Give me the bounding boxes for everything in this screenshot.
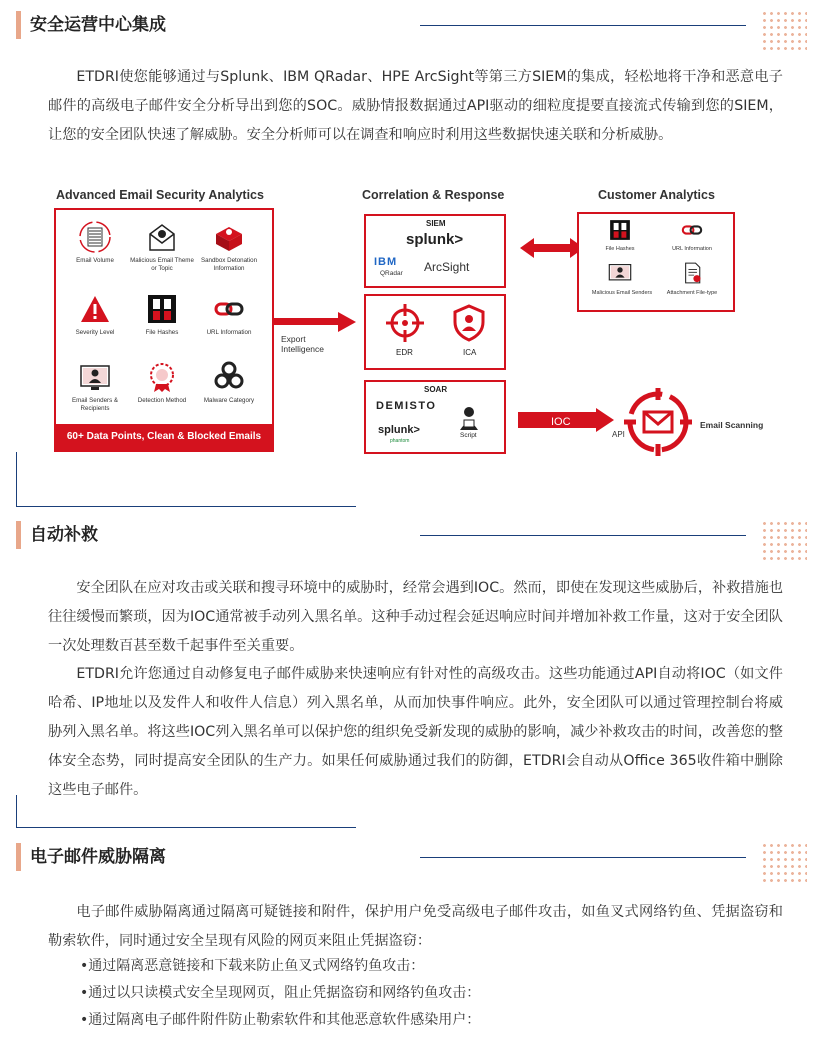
email-scanning-target-icon xyxy=(622,388,698,456)
qradar-label: QRadar xyxy=(380,270,403,277)
script-label: Script xyxy=(460,432,477,439)
siem-box xyxy=(364,214,506,288)
section-divider xyxy=(16,506,356,507)
tile-malicious-senders xyxy=(587,260,653,297)
vertical-rule xyxy=(16,795,17,827)
customer-analytics-box xyxy=(577,212,735,312)
tile-url-info xyxy=(659,218,725,253)
phantom-label: phantom xyxy=(390,438,410,444)
tile-senders xyxy=(62,360,128,413)
section-accent-bar xyxy=(16,843,21,871)
paragraph: ETDRI允许您通过自动修复电子邮件威胁来快速响应有针对性的高级攻击。这些功能通过API自动将IOC（如文件哈希、IP地址以及发件人和收件人信息）列入黑名单，从而加快事件响应。此外，安全团队可以通过管理控制台将威胁列入黑名单。将这些IOC列入黑名单可以保护您的组织免受新发现的威胁的影响，减少补救攻击的时间，改善您的整体安全态势，同时提高安全团队的生产力。如果任何威胁通过我们的防御，ETDRI会自动从Office 365收件箱中删除这些电子邮件。 xyxy=(48,666,783,798)
soar-label: SOAR xyxy=(424,385,448,394)
tile-label: File Hashes xyxy=(145,329,179,336)
tile-label: Attachment File-type xyxy=(666,290,718,296)
email-stack-icon xyxy=(78,220,112,254)
tile-label: Malware Category xyxy=(203,397,255,404)
shield-user-icon xyxy=(452,304,486,342)
dot-pattern-decoration xyxy=(761,10,807,50)
tile-label: Malicious Email Senders xyxy=(591,290,653,296)
aesa-footer-banner: 60+ Data Points, Clean & Blocked Emails xyxy=(56,424,272,450)
edr-ica-box xyxy=(364,294,506,370)
section-divider xyxy=(16,827,356,828)
aesa-title: Advanced Email Security Analytics xyxy=(56,188,264,202)
tile-email-volume xyxy=(62,220,128,265)
detection-badge-icon xyxy=(145,360,179,394)
demisto-logo: DEMISTO xyxy=(376,400,437,412)
edr-label: EDR xyxy=(396,348,413,357)
attachment-file-icon xyxy=(680,260,704,286)
section-header-remediation xyxy=(16,520,806,550)
warning-triangle-icon xyxy=(78,292,112,326)
ioc-label: IOC xyxy=(551,416,571,428)
crosshair-icon xyxy=(386,304,424,342)
api-label: API xyxy=(612,430,625,439)
tile-attachment xyxy=(659,260,725,297)
ibm-logo: IBM xyxy=(374,256,398,268)
section-title: 电子邮件威胁隔离 xyxy=(30,847,166,867)
section-header-soc xyxy=(16,10,806,40)
tile-malicious-theme xyxy=(129,220,195,273)
bullet-item: •通过以只读模式安全呈现网页，阻止凭据盗窃和网络钓鱼攻击： xyxy=(80,985,481,1001)
email-scanning-label: Email Scanning xyxy=(700,420,764,430)
tile-label: Email Senders & Recipients xyxy=(71,397,119,412)
dot-pattern-decoration xyxy=(761,520,807,560)
ica-label: ICA xyxy=(463,348,477,357)
tile-label: Email Volume xyxy=(76,257,114,264)
tile-malware xyxy=(196,360,262,405)
tile-sandbox xyxy=(196,220,262,273)
malicious-envelope-icon xyxy=(145,220,179,254)
section-header-isolation xyxy=(16,842,806,872)
monitor-user-icon xyxy=(78,360,112,394)
splunk-logo: splunk> xyxy=(406,231,464,248)
biohazard-icon xyxy=(212,360,246,394)
aesa-panel xyxy=(54,208,274,452)
file-hashes-icon xyxy=(608,218,632,242)
tile-file-hashes xyxy=(587,218,653,253)
tile-label: Sandbox Detonation Information xyxy=(200,257,258,272)
splunk-phantom-logo: splunk> xyxy=(378,424,420,436)
tile-label: Severity Level xyxy=(75,329,115,336)
tile-file-hashes xyxy=(129,292,195,337)
tile-label: Detection Method xyxy=(137,397,187,404)
script-user-icon xyxy=(458,406,480,430)
customer-analytics-title: Customer Analytics xyxy=(598,188,715,202)
export-intelligence-label: Export Intelligence xyxy=(281,334,325,354)
bullet-item: •通过隔离电子邮件附件防止勒索软件和其他恶意软件感染用户： xyxy=(80,1012,481,1028)
section-accent-bar xyxy=(16,521,21,549)
architecture-diagram xyxy=(52,182,782,457)
file-hashes-icon xyxy=(145,292,179,326)
vertical-rule xyxy=(16,452,17,506)
export-arrow xyxy=(274,312,356,332)
tile-label: URL Information xyxy=(206,329,252,336)
section-header-rule xyxy=(420,535,746,536)
tile-severity xyxy=(62,292,128,337)
section-title: 自动补救 xyxy=(30,525,98,545)
monitor-user-icon xyxy=(606,260,634,286)
tile-detection xyxy=(129,360,195,405)
chain-link-icon xyxy=(212,292,246,326)
section-header-rule xyxy=(420,25,746,26)
tile-label: URL Information xyxy=(672,246,712,252)
paragraph: ETDRI使您能够通过与Splunk、IBM QRadar、HPE ArcSight等第三方SIEM的集成，轻松地将干净和恶意电子邮件的高级电子邮件安全分析导出到您的SOC。威胁情报数据通过API驱动的细粒度提要直接流式传输到您的SIEM，让您的安全团队快速了解威胁。安全分析师可以在调查和响应时利用这些数据快速关联和分析威胁。 xyxy=(48,69,783,143)
bidirectional-arrow xyxy=(520,238,584,258)
paragraph: 安全团队在应对攻击或关联和搜寻环境中的威胁时，经常会遇到IOC。然而，即使在发现这些威胁后，补救措施也往往缓慢而繁琐，因为IOC通常被手动列入黑名单。这种手动过程会延迟响应时间并增加补救工作量，这对于安全团队一次处理数百甚至数千起事件至关重要。 xyxy=(48,580,783,654)
tile-label: Malicious Email Theme or Topic xyxy=(130,257,194,272)
siem-label: SIEM xyxy=(426,219,446,228)
paragraph: 电子邮件威胁隔离通过隔离可疑链接和附件，保护用户免受高级电子邮件攻击，如鱼叉式网络钓鱼、凭据盗窃和勒索软件，同时通过安全呈现有风险的网页来阻止凭据盗窃： xyxy=(48,904,783,949)
dot-pattern-decoration xyxy=(761,842,807,882)
soar-box xyxy=(364,380,506,454)
section-accent-bar xyxy=(16,11,21,39)
tile-url-info xyxy=(196,292,262,337)
bullet-item: •通过隔离恶意链接和下载来防止鱼叉式网络钓鱼攻击： xyxy=(80,958,425,974)
correlation-title: Correlation & Response xyxy=(362,188,505,202)
sandbox-box-icon xyxy=(212,220,246,254)
section-header-rule xyxy=(420,857,746,858)
arcsight-logo: ArcSight xyxy=(424,260,470,274)
section-title: 安全运营中心集成 xyxy=(30,15,166,35)
tile-label: File Hashes xyxy=(605,246,635,252)
chain-link-icon xyxy=(680,218,704,242)
